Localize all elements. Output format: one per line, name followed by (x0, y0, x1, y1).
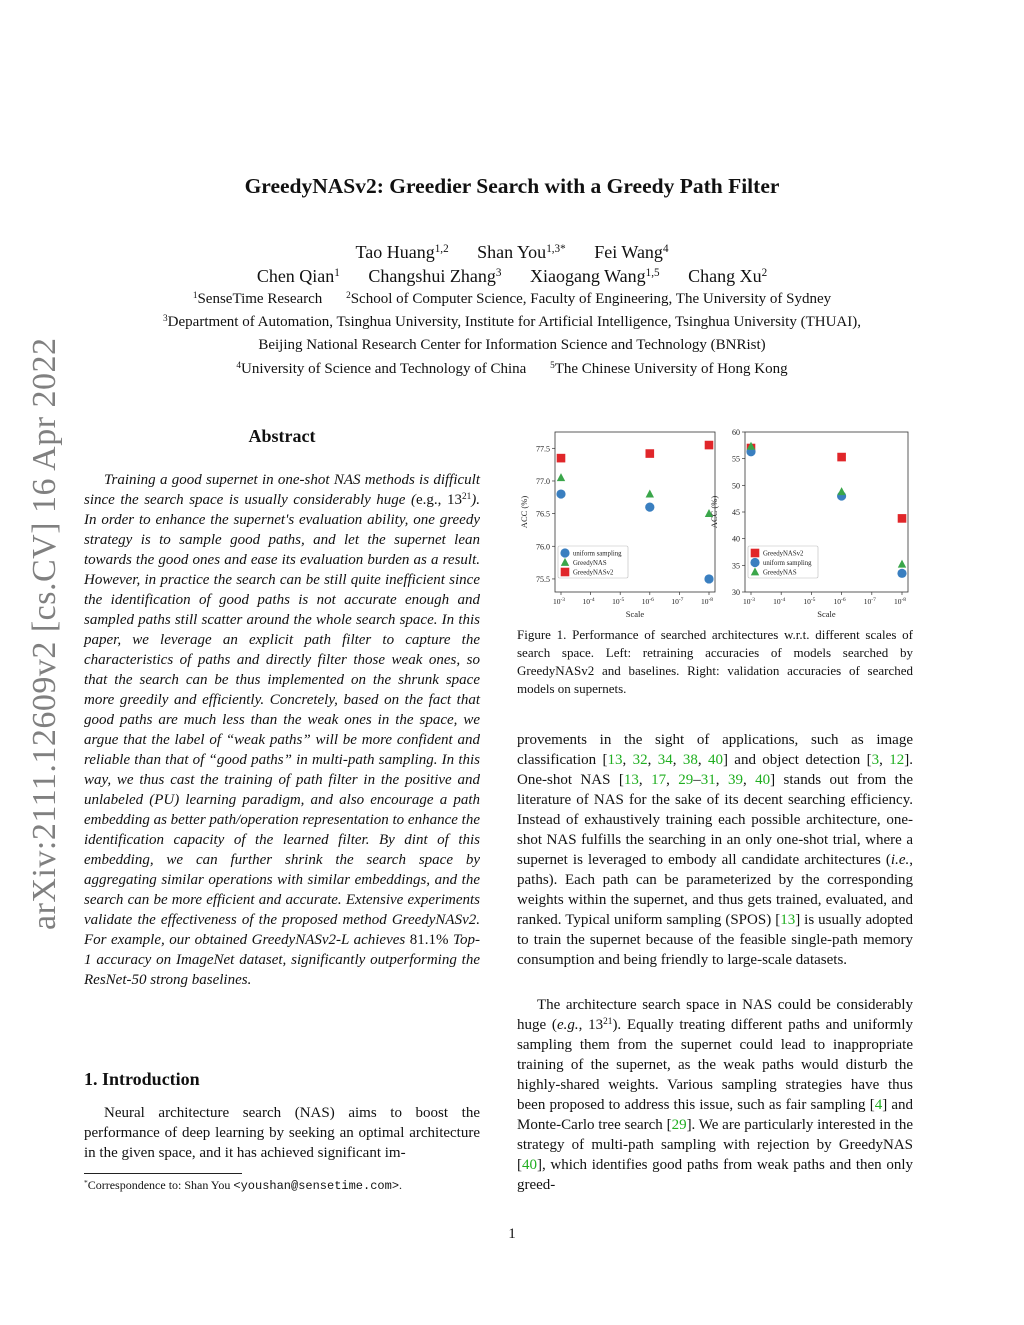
citation-link[interactable]: 29 (671, 1117, 687, 1133)
x-tick-label: $10^{-4}$ (773, 597, 786, 606)
citation-link[interactable]: 13 (780, 912, 796, 928)
x-tick-label: $10^{-6}$ (833, 597, 846, 606)
y-tick-label: 77.5 (536, 444, 550, 454)
intro-left-paragraph: Neural architecture search (NAS) aims to boost the performance of deep learning by seeking an optimal architecture in the given space, and it has achieved significant im- (84, 1105, 480, 1161)
author: Chen Qian$^1$ (256, 266, 340, 286)
x-tick-label: $10^{-7}$ (671, 597, 684, 606)
citation-link[interactable]: 4 (874, 1097, 883, 1113)
data-point (750, 558, 759, 567)
author: Fei Wang$^4$ (594, 242, 669, 262)
citation-link[interactable]: 17 (651, 772, 667, 788)
citation-link[interactable]: 40 (755, 772, 771, 788)
intro-right-paragraph-2: The architecture search space in NAS could be considerably huge (e.g., $13^{21}$). Equally treating different paths and uniformly sampling them from the supernet could lead to inappropriate training of the supernet, as the weak paths would disturb the highly-shared weights. Various sampling strategies have thus been proposed to address this issue, such as fair sampling [4] and Monte-Carlo tree search [29]. We are particularly interested in the strategy of multi-path sampling with rejection by GreedyNAS [40], which identifies good paths from weak paths and then only greed- (517, 997, 913, 1193)
y-tick-label: 40 (732, 534, 740, 544)
x-tick-label: $10^{-5}$ (612, 597, 625, 606)
data-point (898, 514, 907, 523)
citation-link[interactable]: 40 (707, 752, 723, 768)
x-tick-label: $10^{-5}$ (803, 597, 816, 606)
data-point (561, 568, 570, 577)
affiliation-row-1 (0, 291, 1024, 308)
legend-label: GreedyNASv2 (763, 550, 804, 558)
citation-link[interactable]: 38 (682, 752, 698, 768)
affiliation: $^1$SenseTime Research (192, 290, 323, 307)
author-row-1 (0, 242, 1024, 263)
arxiv-side-stamp: arXiv:2111.12609v2 [cs.CV] 16 Apr 2022 (26, 337, 63, 930)
legend-label: GreedyNASv2 (573, 569, 614, 577)
data-point (705, 441, 714, 450)
citation-link[interactable]: 39 (727, 772, 743, 788)
y-tick-label: 55 (732, 454, 740, 464)
author: Tao Huang$^{1,2}$ (355, 242, 449, 262)
data-point (556, 489, 565, 498)
data-point (704, 574, 713, 583)
data-point (897, 569, 906, 578)
citation-link[interactable]: 31 (700, 772, 716, 788)
data-point (837, 453, 846, 462)
x-tick-label: $10^{-3}$ (742, 597, 756, 606)
legend-label: uniform sampling (573, 550, 622, 558)
author: Changshui Zhang$^3$ (368, 266, 502, 286)
page-number: 1 (508, 1226, 516, 1242)
y-tick-label: 30 (732, 588, 740, 597)
y-tick-label: 35 (732, 561, 740, 571)
x-tick-label: $10^{-8}$ (893, 597, 907, 606)
author-row-2 (0, 266, 1024, 287)
abstract-heading: Abstract (248, 426, 316, 446)
y-tick-label: 50 (732, 481, 740, 491)
y-tick-label: 76.0 (536, 542, 550, 552)
citation-link[interactable]: 13 (607, 752, 623, 768)
x-axis-label: Scale (817, 609, 836, 619)
y-tick-label: 77.0 (536, 476, 550, 486)
chart-left (519, 432, 715, 619)
paper-title: GreedyNASv2: Greedier Search with a Greedy Path Filter (244, 174, 780, 198)
x-tick-label: $10^{-6}$ (641, 597, 654, 606)
citation-link[interactable]: 34 (657, 752, 673, 768)
y-tick-label: 76.5 (536, 509, 550, 519)
y-axis-label: ACC (%) (519, 495, 529, 529)
data-point (645, 503, 654, 512)
legend-label: GreedyNAS (573, 560, 607, 568)
y-tick-label: 45 (732, 508, 740, 517)
data-point (751, 549, 760, 558)
affiliation-row-4 (0, 361, 1024, 378)
footnote: *Correspondence to: Shan You <youshan@sensetime.com>. (84, 1177, 403, 1193)
citation-link[interactable]: 13 (623, 772, 639, 788)
citation-link[interactable]: 40 (522, 1157, 537, 1173)
abstract-body: Training a good supernet in one-shot NAS methods is difficult since the search space is usually considerably huge (e.g., $13^{21}$). In order to enhance the supernet's evaluation ability, one greedy strategy is to sample good paths, and let the supernet lean towards the good ones and ease its evaluation burden as a result. However, in practice the search can be still quite inefficient since the identification of good paths is not accurate enough and sampled paths still scatter around the whole search space. In this paper, we leverage an explicit path filter to capture the characteristics of paths and directly filter those weak ones, so that the search can be thus implemented on the shrunk space more greedily and efficiently. Concretely, based on the fact that good paths are much less than the weak ones in the space, we argue that the label of “weak paths” will be more confident and reliable than that of “good paths” in multi-path sampling. In this way, we thus cast the training of path filter in the positive and unlabeled (PU) learning paradigm, and also encourage a path embedding as better path/operation representation to enhance the identification capacity of the learned filter. By dint of this embedding, we can further shrink the search space by aggregating similar operations with similar embeddings, and the search can be more efficient and accurate. Extensive experiments validate the effectiveness of the proposed method GreedyNASv2. For example, our obtained GreedyNASv2-L achieves 81.1% Top-1 accuracy on ImageNet dataset, significantly outperforming the ResNet-50 strong baselines. (84, 472, 481, 988)
citation-link[interactable]: 3 (871, 752, 880, 768)
chart-right (709, 428, 908, 619)
intro-right-paragraph-1: provements in the sight of applications, such as image classification [13, 32, 34, 38, 40] and object detection [3, 12]. One-shot NAS [13, 17, 29–31, 39, 40] stands out from the literature of NAS for the sake of its decent searching efficiency. Instead of exhaustively training each possible architecture, one-shot NAS fulfills the searching in an only one-shot trial, where a supernet is leveraged to embody all candidate architectures (i.e., paths). Each path can be parameterized by the corresponding weights within the supernet, and thus gets trained, evaluated, and ranked. Typical uniform sampling (SPOS) [13] is usually adopted to train the supernet because of the feasible single-path memory consumption and being friendly to large-scale datasets. (517, 732, 914, 968)
y-tick-label: 60 (732, 428, 740, 437)
citation-link[interactable]: 12 (889, 752, 905, 768)
author: Shan You$^{1,3*}$ (477, 242, 566, 262)
data-point (646, 449, 655, 458)
email-link[interactable]: <youshan@sensetime.com> (233, 1179, 400, 1193)
data-point (557, 454, 566, 463)
citation-link[interactable]: 29 (678, 772, 694, 788)
x-tick-label: $10^{-8}$ (700, 597, 714, 606)
x-tick-label: $10^{-4}$ (582, 597, 595, 606)
figure-1-caption: Figure 1. Performance of searched architectures w.r.t. different scales of search space. Left: retraining accuracies of models searched by GreedyNASv2 and baselines. Right: validation accuracies of searched models on supernets. (517, 627, 913, 696)
x-tick-label: $10^{-7}$ (863, 597, 876, 606)
x-tick-label: $10^{-3}$ (552, 597, 566, 606)
affiliation-row-2: $^3$Department of Automation, Tsinghua University, Institute for Artificial Intelligence, Tsinghua University (THUAI), (163, 313, 861, 330)
figure-1 (505, 424, 925, 624)
affiliation: $^5$The Chinese University of Hong Kong (550, 360, 788, 377)
section-heading-introduction: 1. Introduction (84, 1069, 200, 1089)
citation-link[interactable]: 32 (632, 752, 648, 768)
data-point (560, 548, 569, 557)
legend-label: uniform sampling (763, 560, 812, 568)
author: Xiaogang Wang$^{1,5}$ (529, 266, 660, 286)
affiliation: $^2$School of Computer Science, Faculty of Engineering, The University of Sydney (346, 290, 832, 307)
affiliation: $^4$University of Science and Technology of China (236, 360, 527, 377)
x-axis-label: Scale (625, 609, 645, 619)
author: Chang Xu$^2$ (688, 266, 768, 286)
footnote-rule (84, 1173, 242, 1174)
legend-label: GreedyNAS (763, 569, 797, 577)
affiliation-row-3: Beijing National Research Center for Information Science and Technology (BNRist) (258, 337, 766, 353)
y-tick-label: 75.5 (536, 574, 550, 584)
y-axis-label: ACC (%) (709, 495, 719, 529)
